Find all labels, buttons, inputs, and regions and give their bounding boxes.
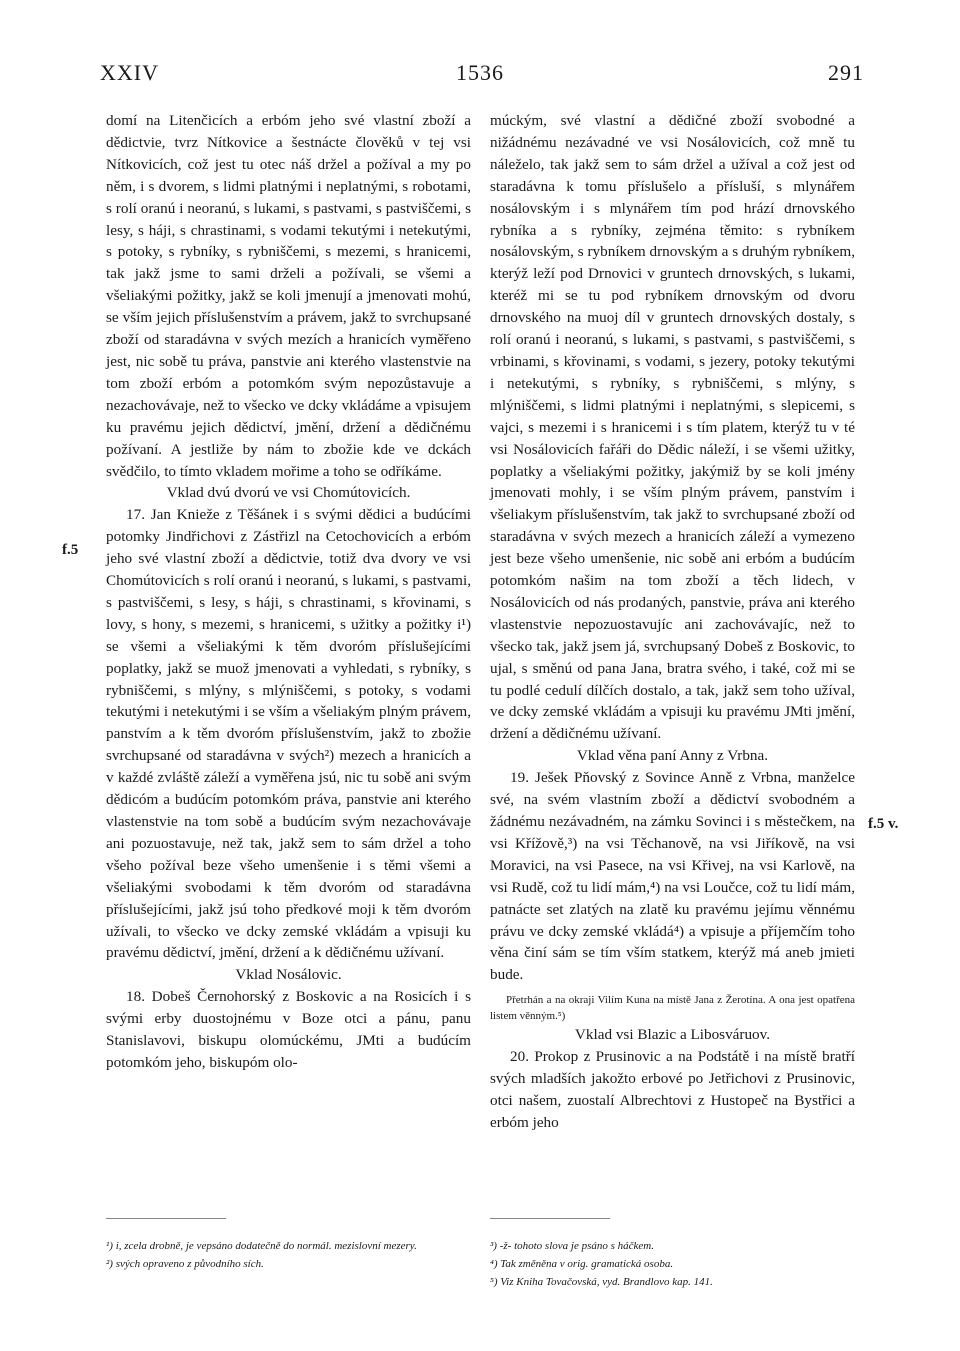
margin-note: Přetrhán a na okraji Vilím Kuna na místě Jana z Žerotína. A ona jest opatřena listem věnným.⁵) (490, 994, 855, 1023)
paragraph: 17. Jan Knieže z Těšánek i s svými dědici a budúcími potomky Jindřichovi z Zástřizl na Cetochovicích a erbóm jeho své vlastní zboží a dědictvie, totiž dva dvory ve vsi Chomútovicích s rolí oranú i neoranú, s lukami, s pastvami, s pastviščemi, s lesy, s háji, s chrastinami, s křovinami, s lovy, s hony, s mezemi, s hranicemi, s užitky a požitky i¹) se všemi a všeliakými k těm dvoróm příslušejícími poplatky, jakž se muož jmenovati a vyhledati, s rybníky, s rybniščemi, s mlýny, s mlýniščemi, s potoky, s vodami tekutými i netekutými i se vším a všeliakým plným právem, panstvím a k těm dvoróm příslušenstvím, jakž to zbožie svrchupsané od staradávna v svých²) mezech a hranicích a v každé zvláště záleží a vyměřena jsú, nic tu sobě ani svým dědicóm a budúcím potomkóm práva, panstvie ani kterého vlastenstvie na tom sobě a budúcím svým nezachovávaje ani pozuostavuje, než tak, jakž sem to sám držel a toho všeho požíval beze všeho umenšenie i s těmi všemi a všeliakými svobodami k těm dvoróm od staradávna příslušejícími, jakž jsú toho předkové moji k těm dvoróm užívali, to všecko ve dcky zemské vkládám a vpisuji ku pravému dědictví, jmění, držení a k dědičnému užívaní. (106, 506, 471, 962)
footnote: ¹) i, zcela drobně, je vepsáno dodatečně do normál. mezislovní mezery. (106, 1240, 417, 1252)
footnotes-left (106, 1238, 466, 1274)
folio-mark-right: f.5 v. (868, 816, 899, 832)
section-heading: Vklad Nosálovic. (235, 966, 342, 984)
footnote-rule (106, 1218, 226, 1219)
footnote-rule (490, 1218, 610, 1219)
left-column (106, 110, 471, 1074)
section-heading: Vklad věna paní Anny z Vrbna. (576, 747, 769, 765)
year-heading: 1536 (456, 60, 504, 85)
right-column (490, 110, 855, 1134)
paragraph: domí na Litenčicích a erbóm jeho své vlastní zboží a dědictvie, tvrz Nítkovice a šestnácte člověků v tej vsi Nítkovicích, což jest tu otec náš držel a požíval a my po něm, i s dvorem, s lidmi platnými i neplatnými, s robotami, s rolí oranú i neoranú, s lukami, s pastvami, s pastviščemi, s lesy, s háji, s chrastinami, s vodami tekutými i netekutými, s potoky, s rybníky, s rybniščemi, s mezemi, s hranicemi, tak jakž jsme to sami drželi a požívali, se všemi a všeliakými požitky, jakž se koli jmenují a jmenovati mohú, se vším jejich příslušenstvím a právem, jakž to svrchupsané zboží od staradávna v svých mezích a hranicích vyměřeno jest, nic sobě tu práva, panstvie ani kterého vlastenstvie na tom zboží erbóm a potomkóm svým nepozůstavuje a nezachovávaje, než to všecko ve dcky vkládáme a vpisujem ku pravému jejich dědictví, jmění, držení a dědičnému požívaní. A jestliže by nám to zbožie kde ve dckách svědčilo, to tímto vkladem mořime a toho se odříkáme. (106, 112, 471, 480)
section-heading: Vklad vsi Blazic a Libosváruov. (574, 1026, 771, 1044)
folio-mark-left: f.5 (62, 542, 79, 558)
footnote: ³) -ž- tohoto slova je psáno s háčkem. (490, 1240, 654, 1252)
paragraph: 20. Prokop z Prusinovic a na Podstátě i na místě bratří svých mladších jakožto erbové po Jetřichovi z Prusinovic, otci našem, zuostalí Albrechtovi z Hustopeč na Bystřici a erbóm jeho (490, 1048, 855, 1131)
footnotes-right (490, 1238, 850, 1292)
footnote: ²) svých opraveno z původního sích. (106, 1258, 264, 1270)
paragraph: 19. Ješek Pňovský z Sovince Anně z Vrbna, manželce své, na svém vlastním zboží a dědictví svobodném a žádnému nezávadném, na zámku Sovinci i s městečkem, na vsi Křížově,³) na vsi Těchanově, na vsi Jiříkově, na vsi Moravici, na vsi Pasece, na vsi Křivej, na vsi Karlově, na vsi Rudě, což tu lidí mám,⁴) na vsi Loučce, což tu lidí mám, patnácte set zlatých na zlatě ku pravému jejímu věnnému právu ve dcky zemské vkládá⁴) a vpisuje a příjemčím toho věna činí sám se tím vším statkem, kterýž má aneb jmieti bude. (490, 769, 855, 984)
footnote: ⁵) Viz Kniha Tovačovská, vyd. Brandlovo kap. 141. (490, 1276, 713, 1288)
paragraph: múckým, své vlastní a dědičné zboží svobodné a nižádnému nezávadné ve vsi Nosálovicích, což mně tu náleželo, tak jakž sem to sám držel a užíval a což jest od staradávna k tomu příslušelo a přísluší, s mlynářem nosálovským i s mlynářem tím pod hrází drnovského rybníka a s rybníky, zejména těmito: s rybníkem nosálovským, s rybníkem drnovským a s druhým rybníkem, kterýž leží pod Drnovici v gruntech drnovských, s lukami, kteréž mi se tu pod rybníkem drnovským od dvoru drnovského na muoj díl v gruntech drnovských dostaly, s rolí oranú i neoranú, s lukami, s pastvami, s pastviščemi, s vrbinami, s křovinami, s vodami, s jezery, potoky tekutými i netekutými, s rybníky, s rybniščemi, s mlýny, s mlýniščemi, s lidmi platnými i neplatnými, s slepicemi, s vajci, s mezemi i s hranicemi i s tím platem, kterýž tu v té vsi Nosálovicích fařáři do Dědic náleží, i se všemi užitky, poplatky a všeliakými požitky, jakýmiž by se koli jmény jmenovati mohly, i se vším plným právem, panstvím i všeliakym příslušenstvím, tak jakž to svrchupsané zboží od staradávna v svých mezech a hranicích záleží a vymezeno jest beze všeho umenšenie, nic sobě ani erbóm a budúcím potomkóm našim na tom zboží a těch lidech, v Nosálovicích od nás prodaných, panstvie, práva ani kterého vlastenstvie nepozuostavujíc ani zachovávajíc, než to všecko tak, jakž jsem já, svrchupsaný Dobeš z Boskovic, to ujal, s směnú od pana Jana, bratra svého, i také, což mi se tu podlé cedulí dílčích dostalo, a tak, jakž sem toho užíval, ve dcky zemské vkládám a vpisuji ku pravému JMti jmění, držení a dědičnému užívaní. (490, 112, 855, 743)
footnote: ⁴) Tak změněna v orig. gramatická osoba. (490, 1258, 674, 1270)
paragraph: 18. Dobeš Černohorský z Boskovic a na Rosicích i s svými erby duostojnému v Boze otci a pánu, panu Stanislavovi, biskupu olomúckému, JMti a budúcím potomkóm jeho, biskupóm olo- (106, 988, 471, 1071)
volume-number: XXIV (100, 60, 159, 85)
section-heading: Vklad dvú dvorú ve vsi Chomútovicích. (166, 484, 411, 502)
page-number: 291 (828, 60, 864, 85)
